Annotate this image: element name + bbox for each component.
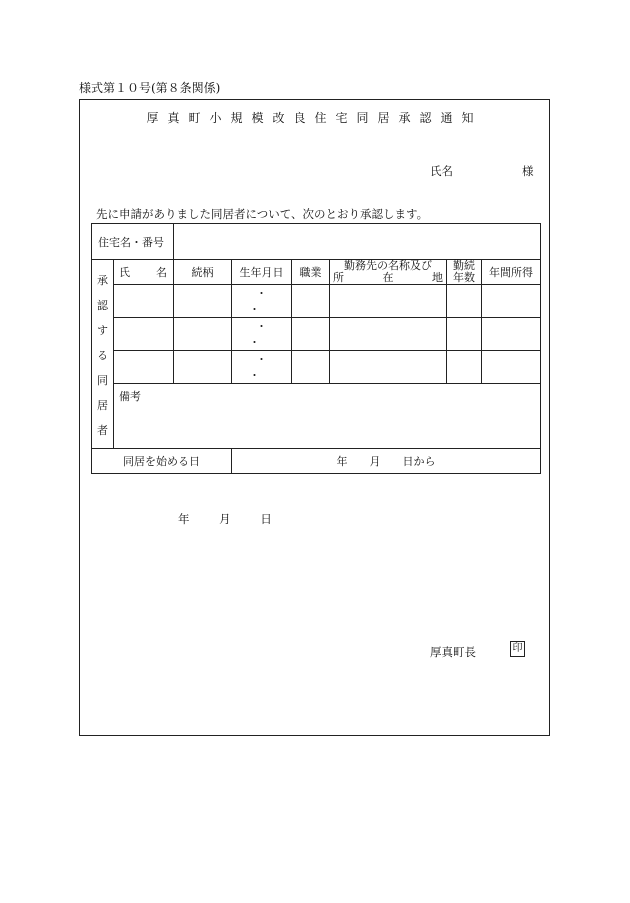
- header-workplace-char: 在: [382, 271, 394, 284]
- cell-relation[interactable]: [174, 285, 232, 318]
- cell-income[interactable]: [482, 285, 541, 318]
- side-label-char: 者: [97, 423, 108, 437]
- cell-relation[interactable]: [174, 351, 232, 384]
- header-name-left: 氏: [119, 266, 130, 279]
- header-years-line1: 勤続: [453, 259, 475, 272]
- addressee-name-label: 氏名: [430, 164, 453, 178]
- issuer-title: 厚真町長: [430, 645, 476, 659]
- start-date-label: 同居を始める日: [92, 449, 232, 474]
- header-workplace-char: 所: [333, 271, 344, 284]
- issue-date-month: 月: [219, 512, 231, 526]
- approval-table: [91, 223, 541, 474]
- cell-workplace[interactable]: [330, 351, 447, 384]
- table-row: [92, 285, 541, 318]
- header-occupation: 職業: [292, 260, 330, 285]
- header-workplace: [330, 260, 447, 285]
- side-label-char: 認: [97, 298, 108, 312]
- side-label-char: 居: [97, 398, 108, 412]
- side-label-char: す: [97, 323, 108, 337]
- header-income: 年間所得: [482, 260, 541, 285]
- remarks-cell[interactable]: [114, 384, 541, 449]
- addressee-honorific: 様: [522, 164, 534, 178]
- birthdate-dots: ・ ・: [249, 320, 281, 349]
- housing-label: 住宅名・番号: [92, 224, 174, 260]
- issue-date-year: 年: [178, 512, 190, 526]
- table-row: [92, 318, 541, 351]
- header-relation: 続柄: [174, 260, 232, 285]
- document-title: 厚真町小規模改良住宅同居承認通知: [146, 111, 483, 125]
- side-label-char: 承: [97, 273, 108, 287]
- form-frame: [79, 99, 550, 736]
- cell-relation[interactable]: [174, 318, 232, 351]
- cell-years[interactable]: [447, 318, 482, 351]
- cell-occupation[interactable]: [292, 285, 330, 318]
- issue-date: [178, 511, 298, 527]
- header-name: [114, 260, 174, 285]
- side-label: [92, 268, 113, 443]
- cell-years[interactable]: [447, 285, 482, 318]
- header-birthdate: 生年月日: [232, 260, 292, 285]
- remarks-label: 備考: [119, 390, 141, 403]
- header-years: [447, 260, 482, 285]
- birthdate-dots: ・ ・: [249, 353, 281, 382]
- form-number: 様式第１０号(第８条関係): [79, 81, 221, 95]
- cell-name[interactable]: [114, 285, 174, 318]
- header-name-right: 名: [156, 266, 167, 279]
- cell-birthdate[interactable]: [232, 318, 292, 351]
- cell-workplace[interactable]: [330, 318, 447, 351]
- header-workplace-char: 地: [432, 271, 443, 284]
- header-workplace-line2: [330, 272, 446, 284]
- cell-name[interactable]: [114, 351, 174, 384]
- start-date-value[interactable]: 年 月 日から: [232, 449, 541, 474]
- cell-years[interactable]: [447, 351, 482, 384]
- issue-date-day: 日: [260, 512, 272, 526]
- birthdate-dots: ・ ・: [249, 287, 281, 316]
- cell-occupation[interactable]: [292, 351, 330, 384]
- cell-income[interactable]: [482, 351, 541, 384]
- header-workplace-line1: 勤務先の名称及び: [344, 259, 432, 272]
- seal-mark: 印: [510, 641, 525, 657]
- side-label-char: る: [97, 348, 108, 362]
- intro-text: 先に申請がありました同居者について、次のとおり承認します。: [96, 207, 429, 221]
- housing-value-cell[interactable]: [174, 224, 541, 260]
- header-years-line2: 年数: [453, 271, 475, 284]
- cell-workplace[interactable]: [330, 285, 447, 318]
- cell-name[interactable]: [114, 318, 174, 351]
- cell-occupation[interactable]: [292, 318, 330, 351]
- cell-birthdate[interactable]: [232, 351, 292, 384]
- side-label-char: 同: [97, 373, 108, 387]
- table-row: [92, 351, 541, 384]
- cell-birthdate[interactable]: [232, 285, 292, 318]
- side-label-cell: [92, 260, 114, 449]
- cell-income[interactable]: [482, 318, 541, 351]
